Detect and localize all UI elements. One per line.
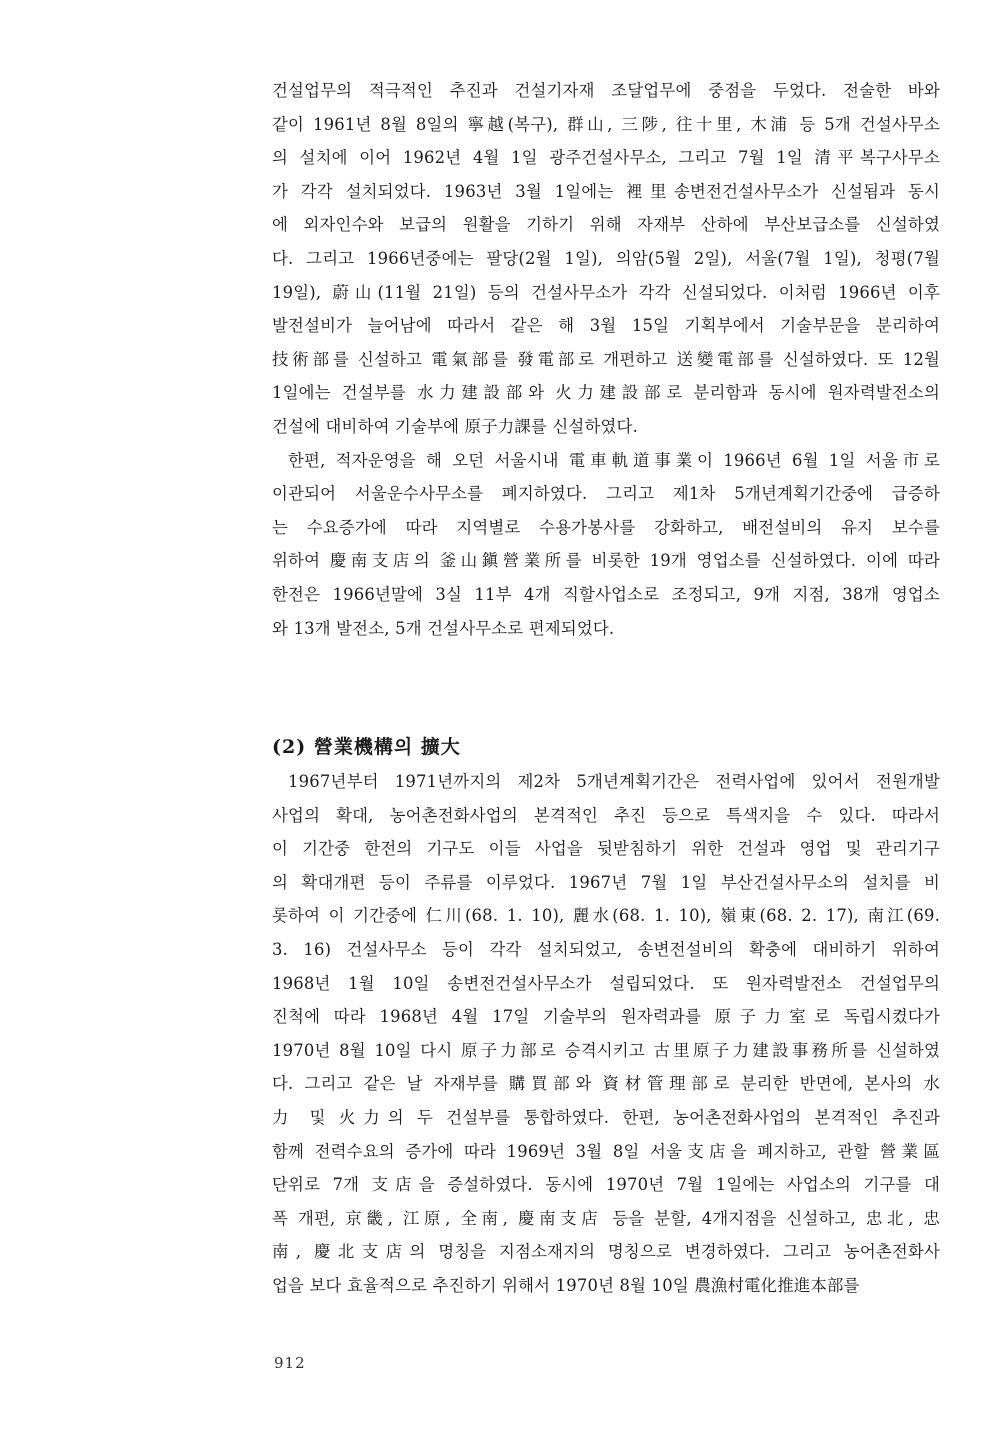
body-text-bottom bbox=[272, 765, 940, 1303]
text-line: 1일에는 건설부를 水力建設部와 火力建設部로 분리함과 동시에 원자력발전소의 bbox=[272, 383, 940, 403]
text-line: 는 수요증가에 따라 지역별로 수용가봉사를 강화하고, 배전설비의 유지 보수를 bbox=[272, 517, 940, 537]
text-line: 1970년 8월 10일 다시 原子力部로 승격시키고 古里原子力建設事務所를 신설하였 bbox=[272, 1040, 940, 1060]
text-line: 사업의 확대, 농어촌전화사업의 본격적인 추진 등으로 특색지을 수 있다. 따라서 bbox=[272, 805, 940, 825]
text-line: 力 및 火力의 두 건설부를 통합하였다. 한편, 농어촌전화사업의 본격적인 추진과 bbox=[272, 1107, 940, 1127]
text-line: 이관되어 서울운수사무소를 폐지하였다. 그리고 제1차 5개년계획기간중에 급증하 bbox=[272, 484, 940, 504]
text-line: 의 확대개편 등이 주류를 이루었다. 1967년 7월 1일 부산건설사무소의 설치를 비 bbox=[272, 872, 940, 892]
paragraph-construction bbox=[272, 74, 940, 444]
text-line: 발전설비가 늘어남에 따라서 같은 해 3월 15일 기획부에서 기술부문을 분리하여 bbox=[272, 316, 940, 336]
text-line: 다. 그리고 같은 날 자재부를 購買部와 資材管理部로 분리한 반면에, 본사의 水 bbox=[272, 1074, 940, 1094]
page-number: 912 bbox=[274, 1354, 306, 1372]
text-line: 한전은 1966년말에 3실 11부 4개 직할사업소로 조정되고, 9개 지점, 38개 영업소 bbox=[272, 584, 940, 604]
text-line: 南, 慶北支店의 명칭을 지점소재지의 명칭으로 변경하였다. 그리고 농어촌전화사 bbox=[272, 1242, 940, 1262]
text-line: 이 기간중 한전의 기구도 이들 사업을 뒷받침하기 위한 건설과 영업 및 관리기구 bbox=[272, 839, 940, 859]
text-line: 다. 그리고 1966년중에는 팔당(2월 1일), 의암(5월 2일), 서울(7월 1일), 청평(7월 bbox=[272, 248, 940, 268]
text-line: 건설업무의 적극적인 추진과 건설기자재 조달업무에 중점을 두었다. 전술한 바와 bbox=[272, 81, 940, 100]
text-line: 롯하여 이 기간중에 仁川(68. 1. 10), 麗水(68. 1. 10), 嶺東(68. 2. 17), 南江(69. bbox=[272, 906, 940, 926]
text-line: 가 각각 설치되었다. 1963년 3월 1일에는 裡里송변전건설사무소가 신설됨과 동시 bbox=[272, 181, 940, 201]
text-line: 한편, 적자운영을 해 오던 서울시내 電車軌道事業이 1966년 6월 1일 서울市로 bbox=[288, 450, 940, 470]
text-line: 와 13개 발전소, 5개 건설사무소로 편제되었다. bbox=[272, 618, 615, 638]
paragraph-tramway bbox=[272, 444, 940, 646]
paragraph-second-plan bbox=[272, 765, 940, 1303]
text-line: 업을 보다 효율적으로 추진하기 위해서 1970년 8월 10일 農漁村電化推進本部를 bbox=[272, 1275, 860, 1295]
text-line: 같이 1961년 8월 8일의 寧越(복구), 群山, 三陟, 往十里, 木浦 등 5개 건설사무소 bbox=[272, 114, 940, 134]
text-line: 19일), 蔚山(11월 21일) 등의 건설사무소가 각각 신설되었다. 이처럼 1966년 이후 bbox=[272, 282, 940, 302]
text-line: 건설에 대비하여 기술부에 原子力課를 신설하였다. bbox=[272, 416, 638, 436]
text-line: 위하여 慶南支店의 釜山鎭營業所를 비롯한 19개 영업소를 신설하였다. 이에 따라 bbox=[272, 551, 940, 571]
text-line: 단위로 7개 支店을 증설하였다. 동시에 1970년 7월 1일에는 사업소의 기구를 대 bbox=[272, 1175, 940, 1195]
text-line: 폭 개편, 京畿, 江原, 全南, 慶南支店 등을 분할, 4개지점을 신설하고, 忠北, 忠 bbox=[272, 1208, 940, 1228]
text-line: 의 설치에 이어 1962년 4월 1일 광주건설사무소, 그리고 7월 1일 清平복구사무소 bbox=[272, 148, 940, 168]
text-line: 技術部를 신설하고 電氣部를 發電部로 개편하고 送變電部를 신설하였다. 또 12월 bbox=[272, 349, 940, 369]
text-line: 함께 전력수요의 증가에 따라 1969년 3월 8일 서울支店을 폐지하고, 관할 營業區 bbox=[272, 1141, 940, 1161]
text-line: 진척에 따라 1968년 4월 17일 기술부의 원자력과를 原子力室로 독립시켰다가 bbox=[272, 1007, 940, 1027]
section-heading: (2) 營業機構의 擴大 bbox=[272, 736, 461, 758]
text-line: 1968년 1월 10일 송변전건설사무소가 설립되었다. 또 원자력발전소 건설업무의 bbox=[272, 973, 940, 993]
text-line: 3. 16) 건설사무소 등이 각각 설치되었고, 송변전설비의 확충에 대비하기 위하여 bbox=[272, 939, 940, 959]
text-line: 1967년부터 1971년까지의 제2차 5개년계획기간은 전력사업에 있어서 전원개발 bbox=[288, 772, 940, 791]
text-line: 에 외자인수와 보급의 원활을 기하기 위해 자재부 산하에 부산보급소를 신설하였 bbox=[272, 215, 940, 235]
body-text-top bbox=[272, 74, 940, 645]
